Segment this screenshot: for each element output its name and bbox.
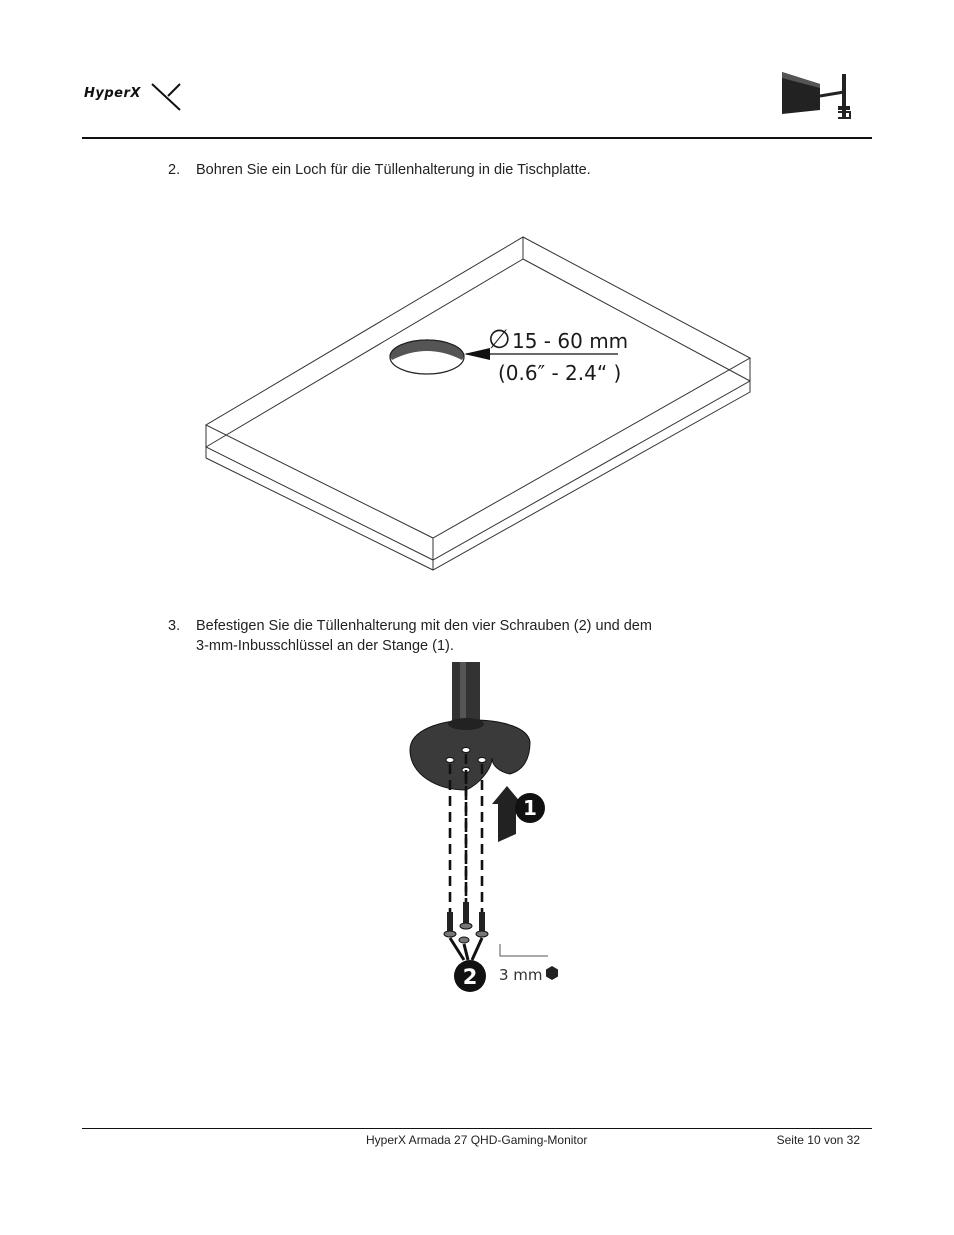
grommet-mount-illustration: [400, 662, 570, 1000]
diameter-symbol: ∅: [488, 325, 511, 355]
drill-hole: [390, 340, 464, 374]
step-2: [168, 160, 868, 182]
hex-key-size-label: 3 mm: [499, 966, 543, 984]
diameter-inch-label: (0.6″ - 2.4“ ): [498, 361, 622, 385]
hex-key-icon: [500, 944, 548, 956]
footer-document-title: HyperX Armada 27 QHD-Gaming-Monitor: [366, 1133, 588, 1147]
step-text-line-1: Befestigen Sie die Tüllenhalterung mit den vier Schrauben (2) und dem: [196, 618, 652, 634]
monitor-arm-icon: [778, 70, 858, 124]
dimension-arrow: [464, 348, 490, 360]
callout-2: 2: [462, 965, 478, 989]
logo-wordmark: HyperX: [84, 86, 141, 101]
hyperx-logo-mark: [82, 80, 182, 112]
footer-divider: [82, 1128, 872, 1129]
hex-icon: [546, 966, 558, 980]
hyperx-logo: [82, 80, 182, 112]
callout-1: 1: [523, 796, 537, 820]
desk-drilling-illustration: [200, 232, 760, 577]
step-3: [168, 616, 868, 660]
grommet-base: [410, 720, 530, 790]
step-number: 3.: [168, 618, 181, 634]
header-divider: [82, 137, 872, 139]
step-number: 2.: [168, 162, 181, 178]
footer-page-number: Seite 10 von 32: [776, 1133, 860, 1147]
diameter-mm-label: 15 - 60 mm: [512, 329, 629, 353]
step-text-line-2: 3-mm-Inbusschlüssel an der Stange (1).: [196, 638, 454, 654]
step-text: Bohren Sie ein Loch für die Tüllenhalterung in die Tischplatte.: [196, 162, 591, 178]
